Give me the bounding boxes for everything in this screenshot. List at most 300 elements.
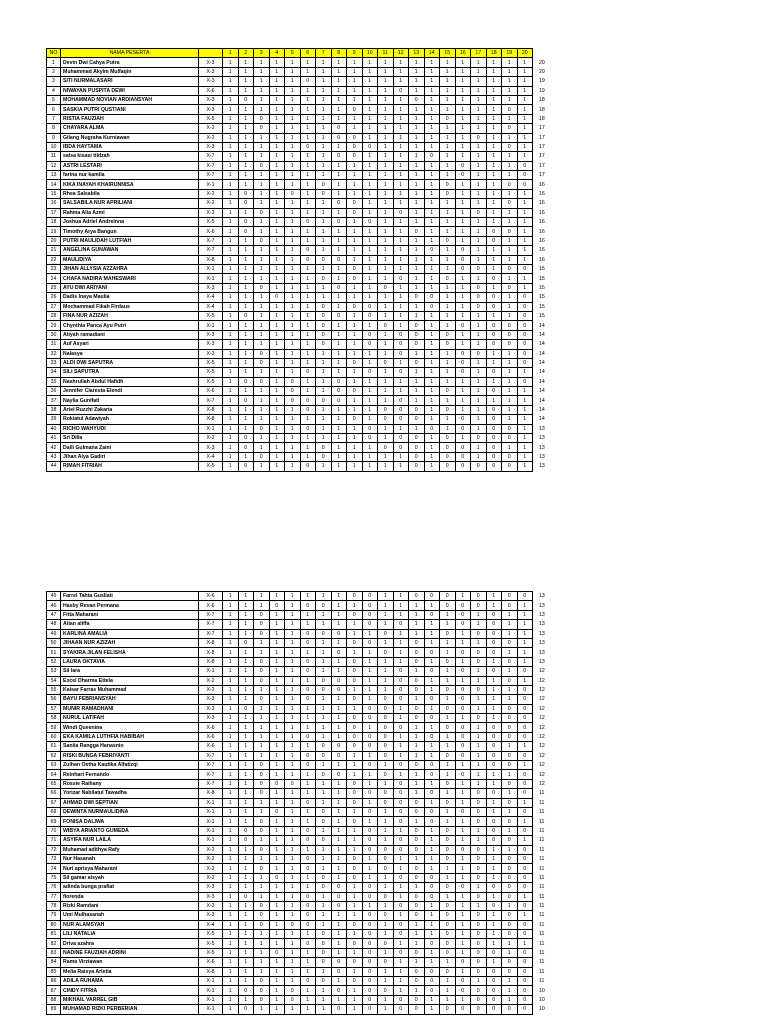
answer-cell: 1 [424,901,440,910]
answer-cell: 0 [362,845,378,854]
answer-cell: 1 [300,236,316,245]
answer-cell: 0 [486,236,502,245]
class-label: X-8 [199,415,223,424]
answer-cell: 1 [331,405,347,414]
answer-cell: 1 [285,610,301,619]
answer-cell: 0 [362,1005,378,1014]
answer-cell: 0 [486,368,502,377]
answer-cell: 1 [316,86,332,95]
answer-cell: 1 [316,761,332,770]
answer-cell: 0 [471,854,487,863]
answer-cell: 1 [471,246,487,255]
answer-cell: 0 [378,864,394,873]
answer-cell: 1 [238,629,254,638]
answer-cell: 0 [517,789,533,798]
answer-cell: 0 [486,387,502,396]
answer-cell: 1 [455,387,471,396]
answer-cell: 1 [486,142,502,151]
answer-cell: 1 [223,892,239,901]
total-score: 12 [539,743,545,750]
row-number: 33 [47,358,61,367]
answer-cell: 1 [316,864,332,873]
answer-cell: 1 [378,424,394,433]
answer-cell: 0 [502,958,518,967]
answer-cell: 0 [409,405,425,414]
answer-cell: 0 [471,967,487,976]
answer-cell: 1 [238,920,254,929]
answer-cell: 1 [238,958,254,967]
answer-cell: 0 [486,826,502,835]
answer-cell: 1 [455,789,471,798]
answer-cell: 1 [300,349,316,358]
answer-cell: 1 [238,67,254,76]
answer-cell: 0 [502,199,518,208]
answer-cell: 1 [254,723,270,732]
header-q15: 15 [440,49,456,58]
answer-cell: 0 [440,462,456,471]
answer-cell: 1 [409,723,425,732]
answer-cell: 1 [331,236,347,245]
answer-cell: 1 [331,105,347,114]
answer-cell: 0 [455,732,471,741]
answer-cell: 0 [347,264,363,273]
answer-cell: 0 [316,676,332,685]
answer-cell: 1 [486,592,502,601]
answer-cell: 1 [502,293,518,302]
answer-cell: 1 [269,836,285,845]
answer-cell: 0 [517,377,533,386]
class-label: X-4 [199,302,223,311]
answer-cell: 1 [238,340,254,349]
answer-cell: 1 [238,798,254,807]
answer-cell: 0 [254,676,270,685]
answer-cell: 0 [471,592,487,601]
answer-cell: 1 [486,67,502,76]
answer-cell: 1 [238,779,254,788]
table-row [47,340,557,349]
answer-cell: 1 [331,638,347,647]
answer-cell: 0 [254,817,270,826]
row-number: 45 [47,592,61,601]
answer-cell: 1 [424,95,440,104]
answer-cell: 1 [238,124,254,133]
row-number: 29 [47,321,61,330]
answer-cell: 1 [331,920,347,929]
answer-cell: 0 [424,883,440,892]
answer-cell: 1 [300,789,316,798]
answer-cell: 1 [238,321,254,330]
answer-cell: 1 [378,255,394,264]
class-label: X-2 [199,873,223,882]
answer-cell: 1 [285,152,301,161]
class-label: X-3 [199,142,223,151]
answer-cell: 1 [455,283,471,292]
class-label: X-7 [199,779,223,788]
answer-cell: 1 [362,901,378,910]
answer-cell: 1 [424,368,440,377]
total-score: 11 [539,903,545,910]
answer-cell: 1 [502,667,518,676]
answer-cell: 0 [300,695,316,704]
total-score: 13 [539,444,545,451]
answer-cell: 1 [254,742,270,751]
answer-cell: 1 [316,704,332,713]
answer-cell: 1 [285,58,301,67]
answer-cell: 1 [223,592,239,601]
answer-cell: 1 [393,770,409,779]
answer-cell: 1 [223,826,239,835]
answer-cell: 1 [238,732,254,741]
participant-name: DEWINTA NURMAULIDINA [61,807,199,816]
answer-cell: 1 [502,977,518,986]
answer-cell: 1 [269,452,285,461]
answer-cell: 1 [331,77,347,86]
answer-cell: 0 [409,638,425,647]
answer-cell: 1 [223,629,239,638]
score-table-bottom [46,591,557,1015]
answer-cell: 0 [424,293,440,302]
answer-cell: 1 [455,330,471,339]
row-number: 32 [47,349,61,358]
answer-cell: 0 [347,610,363,619]
answer-cell: 0 [254,901,270,910]
answer-cell: 1 [393,358,409,367]
answer-cell: 0 [502,321,518,330]
class-label: X-2 [199,199,223,208]
answer-cell: 1 [300,620,316,629]
answer-cell: 1 [517,638,533,647]
table-row [47,770,557,779]
answer-cell: 0 [455,171,471,180]
answer-cell: 0 [455,601,471,610]
total-score: 11 [539,978,545,985]
answer-cell: 0 [238,218,254,227]
answer-cell: 1 [424,958,440,967]
answer-cell: 1 [486,854,502,863]
answer-cell: 0 [300,638,316,647]
answer-cell: 1 [316,845,332,854]
answer-cell: 1 [223,723,239,732]
answer-cell: 1 [223,255,239,264]
answer-cell: 1 [238,424,254,433]
answer-cell: 0 [347,714,363,723]
answer-cell: 1 [471,779,487,788]
answer-cell: 1 [223,676,239,685]
answer-cell: 0 [471,798,487,807]
answer-cell: 0 [517,293,533,302]
answer-cell: 1 [238,911,254,920]
answer-cell: 1 [409,311,425,320]
table-row [47,124,557,133]
answer-cell: 1 [254,948,270,957]
answer-cell: 0 [455,255,471,264]
answer-cell: 0 [316,817,332,826]
answer-cell: 0 [440,1005,456,1014]
answer-cell: 0 [517,967,533,976]
class-label: X-3 [199,349,223,358]
answer-cell: 0 [269,779,285,788]
answer-cell: 0 [285,387,301,396]
total-score: 12 [539,668,545,675]
answer-cell: 0 [393,798,409,807]
answer-cell: 0 [471,939,487,948]
answer-cell: 1 [254,67,270,76]
answer-cell: 1 [362,873,378,882]
row-number: 22 [47,255,61,264]
answer-cell: 1 [300,704,316,713]
answer-cell: 1 [378,826,394,835]
class-label: X-7 [199,629,223,638]
answer-cell: 0 [238,826,254,835]
answer-cell: 1 [440,349,456,358]
answer-cell: 1 [409,246,425,255]
answer-cell: 0 [362,986,378,995]
answer-cell: 0 [409,95,425,104]
answer-cell: 0 [502,920,518,929]
row-number: 16 [47,199,61,208]
answer-cell: 1 [254,274,270,283]
answer-cell: 1 [347,349,363,358]
answer-cell: 0 [424,152,440,161]
table-row [47,779,557,788]
header-q5: 5 [285,49,301,58]
answer-cell: 1 [378,387,394,396]
answer-cell: 1 [238,995,254,1004]
answer-cell: 0 [393,405,409,414]
answer-cell: 1 [362,798,378,807]
participant-name: florenda [61,892,199,901]
answer-cell: 0 [362,601,378,610]
answer-cell: 0 [471,864,487,873]
answer-cell: 1 [393,377,409,386]
table-row [47,883,557,892]
answer-cell: 1 [502,189,518,198]
answer-cell: 0 [486,986,502,995]
answer-cell: 0 [378,723,394,732]
answer-cell: 1 [300,95,316,104]
answer-cell: 1 [300,67,316,76]
answer-cell: 1 [517,452,533,461]
answer-cell: 1 [347,368,363,377]
participant-name: Rahma Alia Azmi [61,208,199,217]
answer-cell: 1 [393,592,409,601]
class-label: X-6 [199,958,223,967]
answer-cell: 0 [378,958,394,967]
answer-cell: 1 [300,967,316,976]
answer-cell: 1 [440,142,456,151]
answer-cell: 0 [440,836,456,845]
answer-cell: 1 [254,592,270,601]
participant-name: Zulhan Oetha Kautika Alfatizqi [61,761,199,770]
answer-cell: 1 [409,751,425,760]
participant-name: JIHAAN NUR AZIZAH [61,638,199,647]
answer-cell: 0 [409,798,425,807]
participant-name: MUHAMAD RIZKI PERBERIAN [61,1005,199,1014]
answer-cell: 0 [393,685,409,694]
row-number: 14 [47,180,61,189]
answer-cell: 0 [393,761,409,770]
answer-cell: 0 [486,293,502,302]
total-score: 12 [539,771,545,778]
total-score: 12 [539,734,545,741]
row-number: 20 [47,236,61,245]
class-label: X-4 [199,452,223,461]
answer-cell: 1 [285,676,301,685]
answer-cell: 1 [223,396,239,405]
answer-cell: 0 [254,789,270,798]
answer-cell: 0 [502,124,518,133]
class-label: X-1 [199,986,223,995]
answer-cell: 1 [393,462,409,471]
answer-cell: 1 [517,58,533,67]
answer-cell: 1 [393,246,409,255]
answer-cell: 0 [362,977,378,986]
answer-cell: 1 [502,236,518,245]
answer-cell: 1 [393,387,409,396]
answer-cell: 0 [254,629,270,638]
answer-cell: 0 [285,995,301,1004]
answer-cell: 1 [393,199,409,208]
answer-cell: 0 [486,723,502,732]
answer-cell: 1 [223,152,239,161]
answer-cell: 0 [409,452,425,461]
answer-cell: 1 [238,648,254,657]
answer-cell: 1 [331,189,347,198]
answer-cell: 1 [455,826,471,835]
answer-cell: 1 [502,95,518,104]
answer-cell: 1 [393,293,409,302]
answer-cell: 1 [254,387,270,396]
class-label: X-5 [199,218,223,227]
answer-cell: 1 [409,124,425,133]
answer-cell: 1 [347,114,363,123]
answer-cell: 0 [440,592,456,601]
row-number: 79 [47,911,61,920]
header-q4: 4 [269,49,285,58]
answer-cell: 0 [471,920,487,929]
answer-cell: 1 [362,95,378,104]
table-header-row [47,49,557,58]
table-row [47,349,557,358]
answer-cell: 1 [517,189,533,198]
answer-cell: 1 [269,227,285,236]
header-q20: 20 [517,49,533,58]
answer-cell: 1 [378,930,394,939]
answer-cell: 0 [300,901,316,910]
answer-cell: 1 [486,171,502,180]
answer-cell: 1 [223,732,239,741]
answer-cell: 1 [238,789,254,798]
table-row [47,105,557,114]
answer-cell: 0 [455,415,471,424]
answer-cell: 1 [378,779,394,788]
answer-cell: 0 [393,330,409,339]
answer-cell: 1 [440,377,456,386]
answer-cell: 1 [378,218,394,227]
answer-cell: 0 [254,667,270,676]
row-number: 73 [47,854,61,863]
answer-cell: 1 [455,95,471,104]
total-score: 11 [539,790,545,797]
answer-cell: 1 [254,199,270,208]
answer-cell: 1 [316,161,332,170]
answer-cell: 1 [424,704,440,713]
answer-cell: 1 [285,901,301,910]
answer-cell: 1 [409,189,425,198]
row-number: 89 [47,1005,61,1014]
answer-cell: 0 [517,986,533,995]
answer-cell: 1 [269,714,285,723]
answer-cell: 1 [300,415,316,424]
answer-cell: 1 [471,723,487,732]
answer-cell: 1 [316,227,332,236]
answer-cell: 0 [486,817,502,826]
table-row [47,986,557,995]
answer-cell: 1 [362,405,378,414]
answer-cell: 1 [316,995,332,1004]
class-label: X-3 [199,105,223,114]
total-score: 11 [539,912,545,919]
answer-cell: 0 [269,948,285,957]
answer-cell: 1 [300,340,316,349]
table-row [47,208,557,217]
answer-cell: 0 [455,161,471,170]
answer-cell: 1 [362,667,378,676]
answer-cell: 0 [362,995,378,1004]
answer-cell: 0 [502,854,518,863]
answer-cell: 1 [517,199,533,208]
answer-cell: 0 [300,246,316,255]
answer-cell: 0 [471,657,487,666]
answer-cell: 0 [424,667,440,676]
answer-cell: 1 [331,854,347,863]
answer-cell: 0 [440,180,456,189]
answer-cell: 1 [455,340,471,349]
answer-cell: 1 [269,424,285,433]
answer-cell: 1 [285,171,301,180]
answer-cell: 0 [517,873,533,882]
class-label: X-8 [199,648,223,657]
answer-cell: 1 [238,152,254,161]
answer-cell: 1 [223,742,239,751]
answer-cell: 1 [269,967,285,976]
answer-cell: 1 [517,761,533,770]
class-label: X-3 [199,283,223,292]
answer-cell: 0 [316,443,332,452]
answer-cell: 0 [440,629,456,638]
class-label: X-6 [199,742,223,751]
answer-cell: 0 [393,208,409,217]
answer-cell: 1 [378,676,394,685]
answer-cell: 1 [285,283,301,292]
answer-cell: 0 [502,751,518,760]
answer-cell: 0 [517,321,533,330]
answer-cell: 1 [331,424,347,433]
answer-cell: 1 [393,864,409,873]
answer-cell: 0 [331,685,347,694]
answer-cell: 0 [254,761,270,770]
answer-cell: 0 [471,283,487,292]
answer-cell: 1 [269,114,285,123]
answer-cell: 1 [331,330,347,339]
class-label: X-4 [199,293,223,302]
answer-cell: 1 [254,321,270,330]
answer-cell: 0 [517,948,533,957]
answer-cell: 0 [331,901,347,910]
answer-cell: 0 [254,208,270,217]
total-score: 11 [539,846,545,853]
participant-name: ASYIFA NUR LAILA [61,836,199,845]
